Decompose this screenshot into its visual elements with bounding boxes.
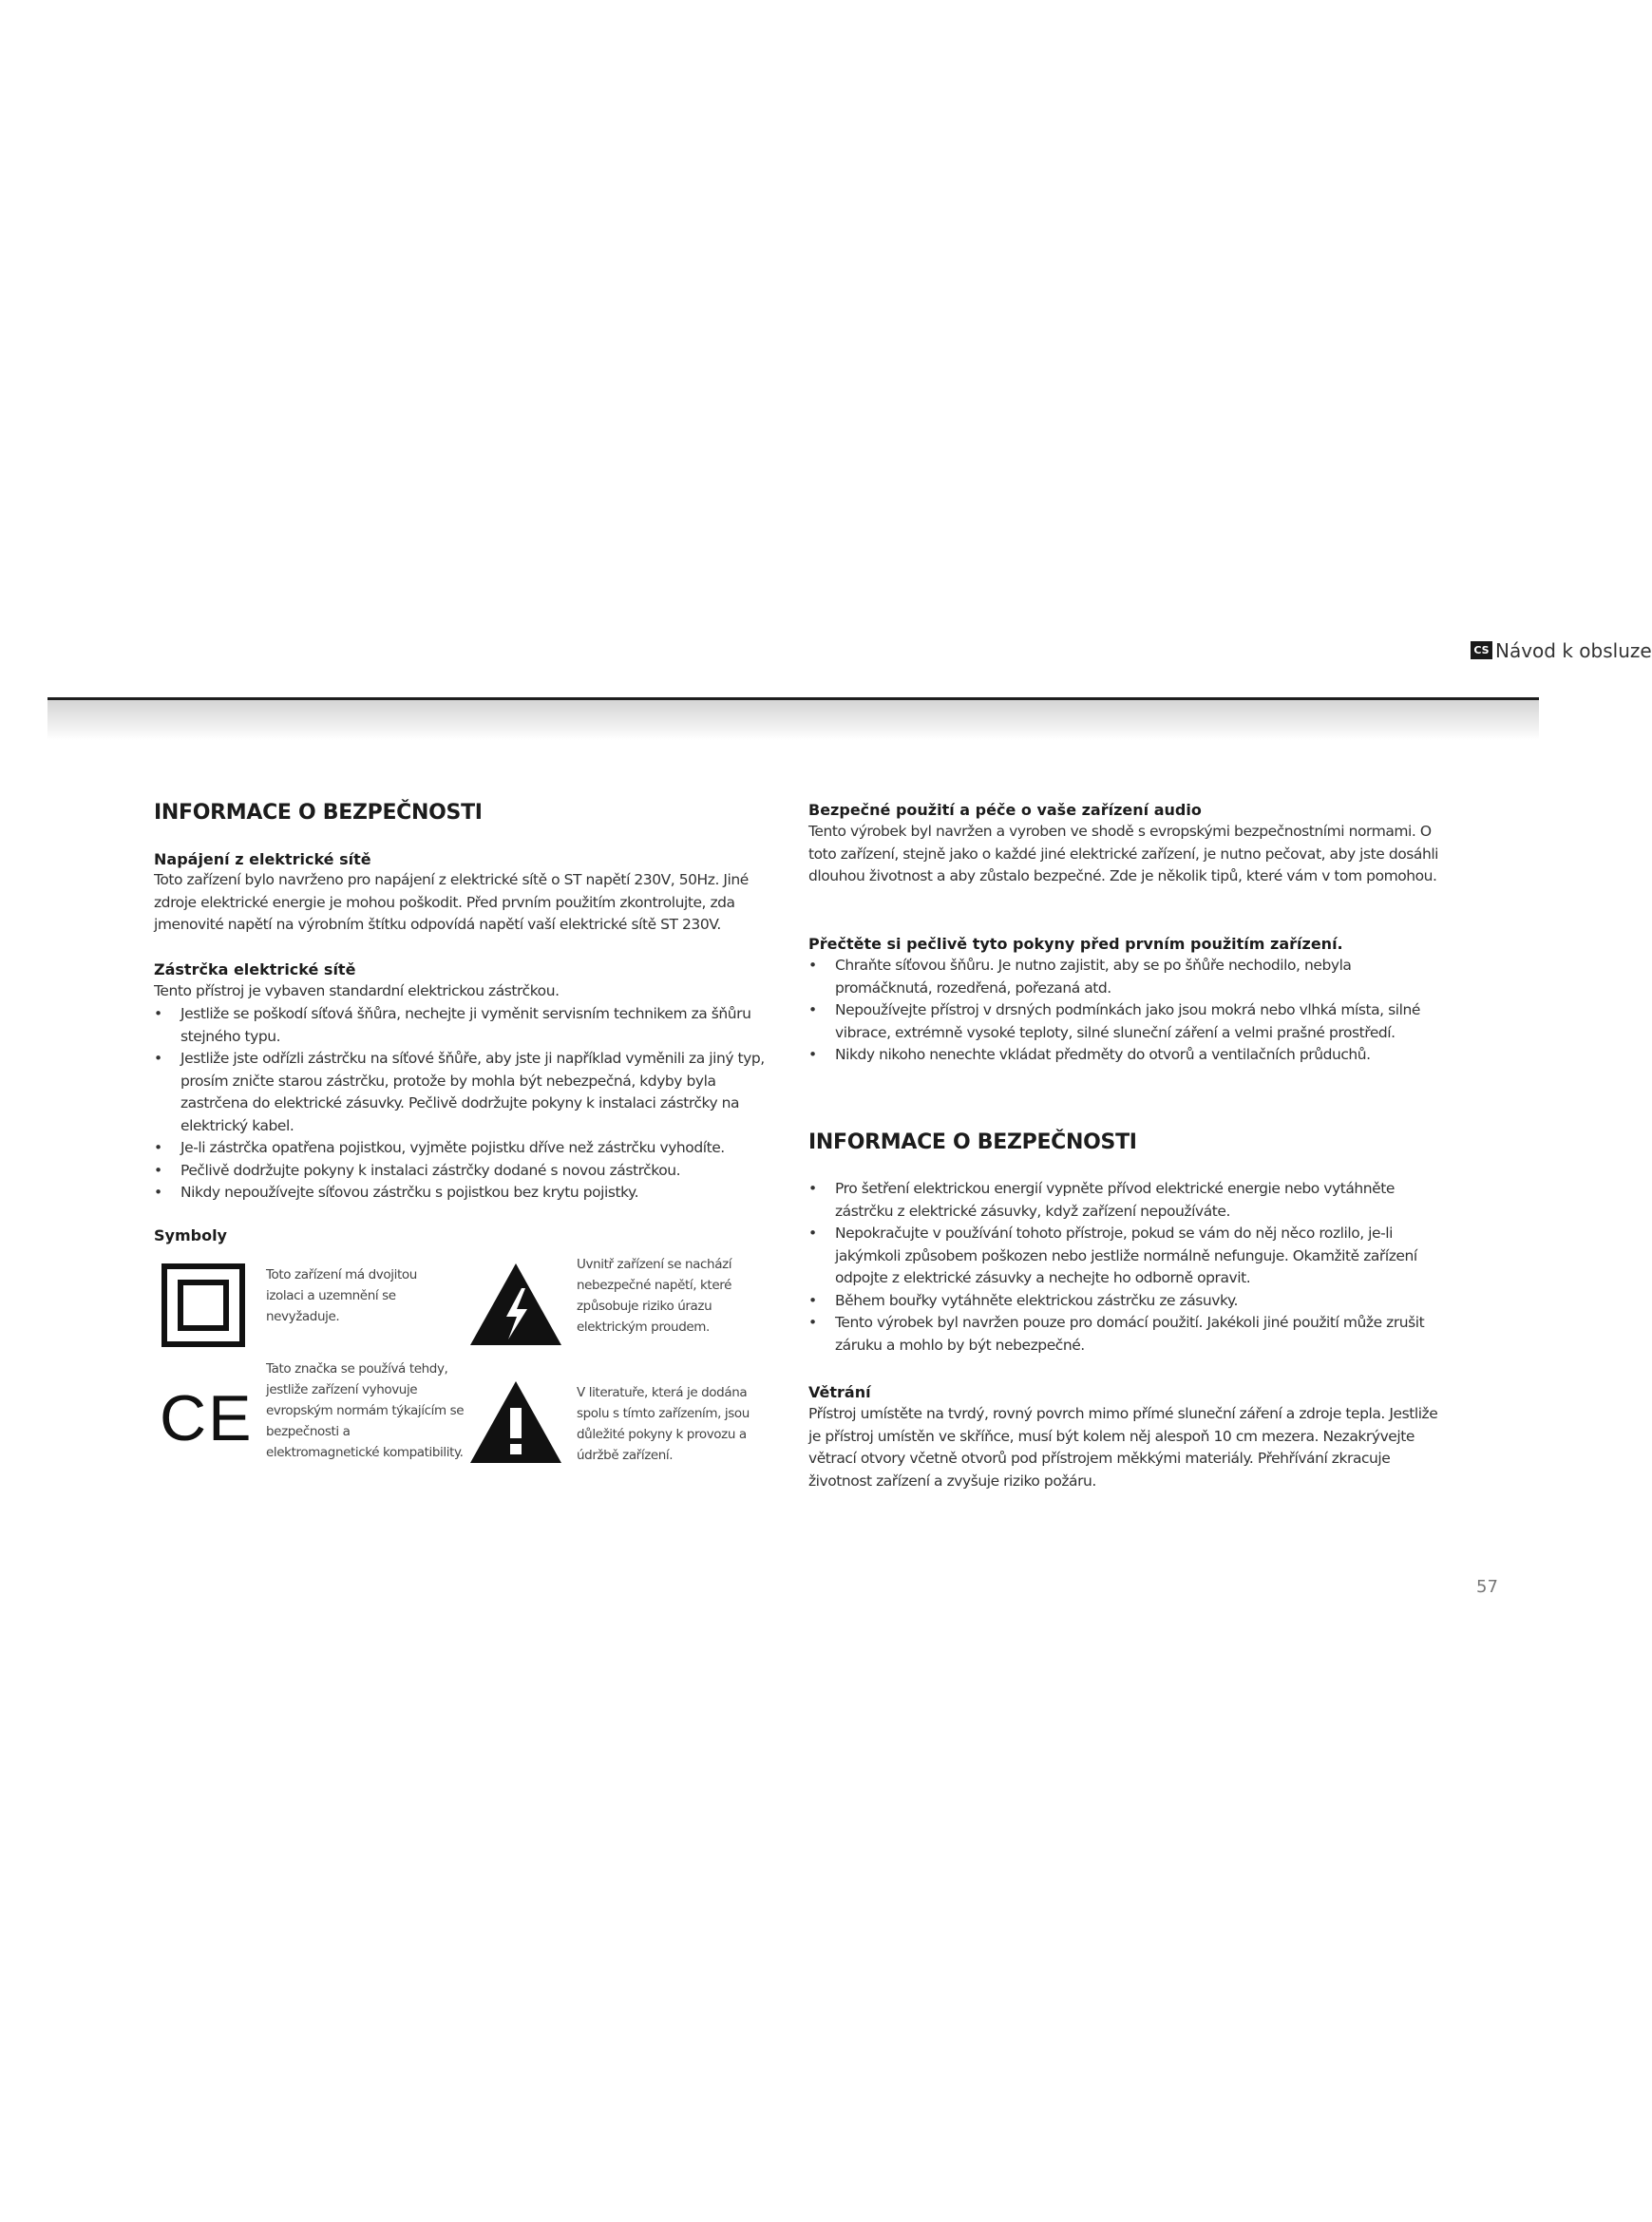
ce-mark-icon: CE [160, 1382, 254, 1454]
header-shadow [47, 700, 1539, 740]
power-heading: Napájení z elektrické sítě [154, 850, 371, 868]
list-item: • Během bouřky vytáhněte elektrickou zástrčku ze zásuvky. [808, 1290, 1440, 1313]
list-item: • Je-li zástrčka opatřena pojistkou, vyjměte pojistku dříve než zástrčku vyhodíte. [154, 1137, 781, 1160]
double-insulation-icon [161, 1263, 245, 1347]
read-heading: Přečtěte si pečlivě tyto pokyny před prvním použitím zařízení. [808, 935, 1343, 953]
power-text: Toto zařízení bylo navrženo pro napájení z elektrické sítě o ST napětí 230V, 50Hz. Jiné zdroje elektrické energie je mohou poškodit. Před prvním použitím zkontrolujte, zda jmenovité napětí na výrobním štítku odpovídá napětí vaší elektrické sítě ST 230V. [154, 871, 749, 933]
electric-shock-warning-icon [468, 1262, 563, 1347]
list-item: • Nikdy nepoužívejte síťovou zástrčku s pojistkou bez krytu pojistky. [154, 1182, 781, 1205]
list-item: • Jestliže jste odřízli zástrčku na síťové šňůře, aby jste ji například vyměnili za jiný typ, prosím zničte starou zástrčku, protože by mohla být nebezpečná, kdyby byla zastrčena do elektrické zásuvky. Pečlivě dodržujte pokyny k instalaci zástrčky na elektrický kabel. [154, 1048, 781, 1137]
section-title-safety: INFORMACE O BEZPEČNOSTI [154, 801, 483, 825]
warning-caption: V literatuře, která je dodána spolu s tímto zařízením, jsou důležité pokyny k provozu a údržbě zařízení. [577, 1385, 750, 1463]
exclamation-warning-icon [468, 1379, 563, 1465]
symbols-heading: Symboly [154, 1226, 227, 1244]
language-badge: CS [1471, 641, 1492, 659]
section-title-safety-2: INFORMACE O BEZPEČNOSTI [808, 1130, 1137, 1154]
plug-heading: Zástrčka elektrické sítě [154, 960, 356, 978]
list-item: • Nikdy nikoho nenechte vkládat předměty do otvorů a ventilačních průduchů. [808, 1044, 1440, 1067]
read-list [808, 955, 1440, 1067]
ventilation-heading: Větrání [808, 1383, 871, 1401]
header-title: Návod k obsluze [1495, 639, 1652, 662]
list-item: • Nepokračujte v používání tohoto přístroje, pokud se vám do něj něco rozlilo, je-li jakýmkoli způsobem poškozen nebo jestliže normálně nefunguje. Okamžitě zařízení odpojte z elektrické zásuvky a nechejte ho odborně opravit. [808, 1223, 1440, 1290]
page-number: 57 [1476, 1577, 1498, 1597]
list-item: • Nepoužívejte přístroj v drsných podmínkách jako jsou mokrá nebo vlhká místa, silné vibrace, extrémně vysoké teploty, silné sluneční záření a velmi prašné prostředí. [808, 999, 1440, 1044]
plug-intro: Tento přístroj je vybaven standardní elektrickou zástrčkou. [154, 982, 560, 999]
list-item: • Pro šetření elektrickou energií vypněte přívod elektrické energie nebo vytáhněte zástrčku z elektrické zásuvky, když zařízení nepoužíváte. [808, 1178, 1440, 1223]
double-insulation-caption: Toto zařízení má dvojitou izolaci a uzemnění se nevyžaduje. [266, 1267, 417, 1324]
electric-shock-caption: Uvnitř zařízení se nachází nebezpečné napětí, které způsobuje riziko úrazu elektrickým proudem. [577, 1257, 732, 1335]
safety-list [808, 1178, 1440, 1357]
plug-list [154, 1003, 781, 1205]
care-text: Tento výrobek byl navržen a vyroben ve shodě s evropskými bezpečnostními normami. O toto zařízení, stejně jako o každé jiné elektrické zařízení, je nutno pečovat, aby jste dosáhli dlouhou životnost a aby zůstalo bezpečné. Zde je několik tipů, které vám v tom pomohou. [808, 823, 1439, 884]
list-item: • Pečlivě dodržujte pokyny k instalaci zástrčky dodané s novou zástrčkou. [154, 1160, 781, 1183]
care-heading: Bezpečné použití a péče o vaše zařízení audio [808, 801, 1202, 819]
list-item: • Tento výrobek byl navržen pouze pro domácí použití. Jakékoli jiné použití může zrušit záruku a mohlo by být nebezpečné. [808, 1312, 1440, 1357]
ce-caption: Tato značka se používá tehdy, jestliže zařízení vyhovuje evropským normám týkajícím se bezpečnosti a elektromagnetické kompatibility. [266, 1361, 465, 1460]
list-item: • Jestliže se poškodí síťová šňůra, nechejte ji vyměnit servisním technikem za šňůru stejného typu. [154, 1003, 781, 1048]
list-item: • Chraňte síťovou šňůru. Je nutno zajistit, aby se po šňůře nechodilo, nebyla promáčknutá, rozedřená, pořezaná atd. [808, 955, 1440, 999]
ventilation-text: Přístroj umístěte na tvrdý, rovný povrch mimo přímé sluneční záření a zdroje tepla. Jestliže je přístroj umístěn ve skříňce, musí být kolem něj alespoň 10 cm mezera. Nezakrývejte větrací otvory včetně otvorů pod přístrojem měkkými materiály. Přehřívání zkracuje životnost zařízení a zvyšuje riziko požáru. [808, 1405, 1438, 1490]
